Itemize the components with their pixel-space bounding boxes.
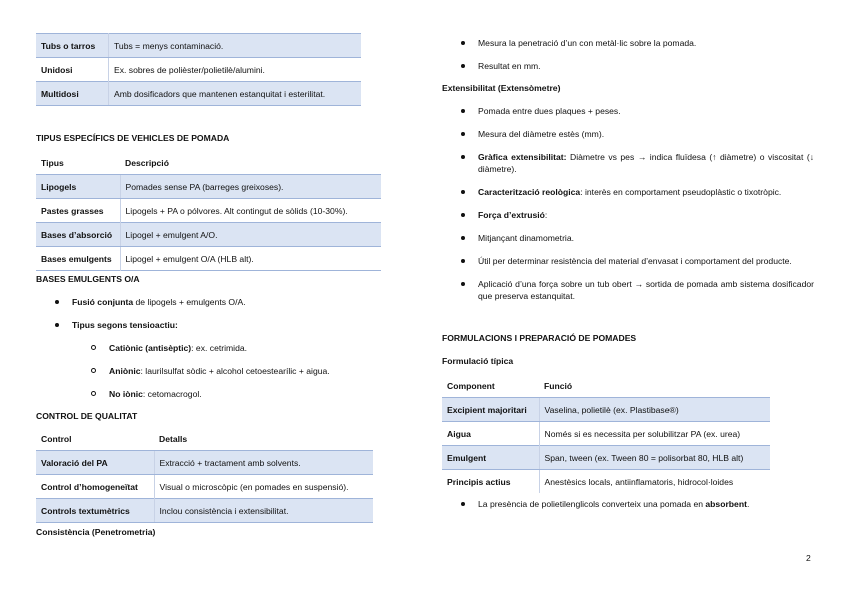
table-row: Controls textumètrics Inclou consistència i extensibilitat. [36,499,373,523]
list-item: Aniònic: laurilsulfat sòdic + alcohol cetoestearílic + aigua. [36,365,381,377]
table-row: Pastes grasses Lipogels + PA o pólvores. Alt contingut de sòlids (10-30%). [36,199,381,223]
table-row: Principis actius Anestèsics locals, antiinflamatoris, hidrocol·loides [442,470,770,494]
table-row: Bases emulgents Lipogel + emulgent O/A (HLB alt). [36,247,381,271]
table-row: Unidosi Ex. sobres de polièster/polietilè/alumini. [36,58,361,82]
table-header: Component Funció [442,374,770,398]
bases-heading: BASES EMULGENTS O/A [36,274,140,284]
packaging-table [36,33,361,106]
table-row: Multidosi Amb dosificadors que mantenen estanquitat i esterilitat. [36,82,361,106]
table-row: Excipient majoritari Vaselina, polietilè (ex. Plastibase®) [442,398,770,422]
tensioactiu-list [36,342,381,400]
list-item: Caracterització reològica: interès en comportament pseudoplàstic o tixotròpic. [442,186,814,198]
bases-list [36,296,381,331]
consistencia-heading: Consistència (Penetrometria) [36,527,156,537]
list-item: Pomada entre dues plaques + peses. [442,105,814,117]
control-table [36,427,373,523]
list-item: Resultat en mm. [442,60,814,72]
table-row: Control d’homogeneïtat Visual o microscòpic (en pomades en suspensió). [36,475,373,499]
list-item: Força d’extrusió: [442,209,814,221]
table-row: Valoració del PA Extracció + tractament amb solvents. [36,451,373,475]
list-item: Catiònic (antisèptic): ex. cetrimida. [36,342,381,354]
table-header: Tipus Descripció [36,151,381,175]
vehicles-table [36,151,381,271]
list-item: La presència de polietilenglicols converteix una pomada en absorbent. [442,498,814,510]
list-item: No iònic: cetomacrogol. [36,388,381,400]
table-row: Aigua Només si es necessita per solubilitzar PA (ex. urea) [442,422,770,446]
extensibilitat-heading: Extensibilitat (Extensòmetre) [442,83,561,93]
vehicles-heading: TIPUS ESPECÍFICS DE VEHICLES DE POMADA [36,133,230,143]
list-item: Gràfica extensibilitat: Diàmetre vs pes → indica fluïdesa (↑ diàmetre) o viscositat (↓ diàmetre). [442,151,814,175]
list-item: Fusió conjunta de lipogels + emulgents O/A. [36,296,381,308]
right-column [442,33,814,510]
formulacions-heading: FORMULACIONS I PREPARACIÓ DE POMADES [442,333,637,343]
left-column [36,33,381,538]
table-row: Tubs o tarros Tubs = menys contaminació. [36,34,361,58]
final-list [442,498,814,510]
table-row: Lipogels Pomades sense PA (barreges greixoses). [36,175,381,199]
control-heading: CONTROL DE QUALITAT [36,411,138,421]
table-row: Emulgent Span, tween (ex. Tween 80 = polisorbat 80, HLB alt) [442,446,770,470]
list-item: Mitjançant dinamometria. [442,232,814,244]
page-number: 2 [806,553,811,563]
table-row: Bases d’absorció Lipogel + emulgent A/O. [36,223,381,247]
formulation-table [442,374,770,493]
list-item: Mesura la penetració d’un con metàl·lic sobre la pomada. [442,37,814,49]
list-item: Aplicació d’una força sobre un tub obert → sortida de pomada amb sistema dosificador que preserva estanquitat. [442,278,814,302]
table-header: Control Detalls [36,427,373,451]
formulacio-subheading: Formulació típica [442,356,514,366]
list-item: Tipus segons tensioactiu: [36,319,381,331]
penetrometria-list [442,37,814,72]
list-item: Útil per determinar resistència del material d’envasat i comportament del producte. [442,255,814,267]
list-item: Mesura del diàmetre estès (mm). [442,128,814,140]
extensibilitat-list [442,105,814,302]
